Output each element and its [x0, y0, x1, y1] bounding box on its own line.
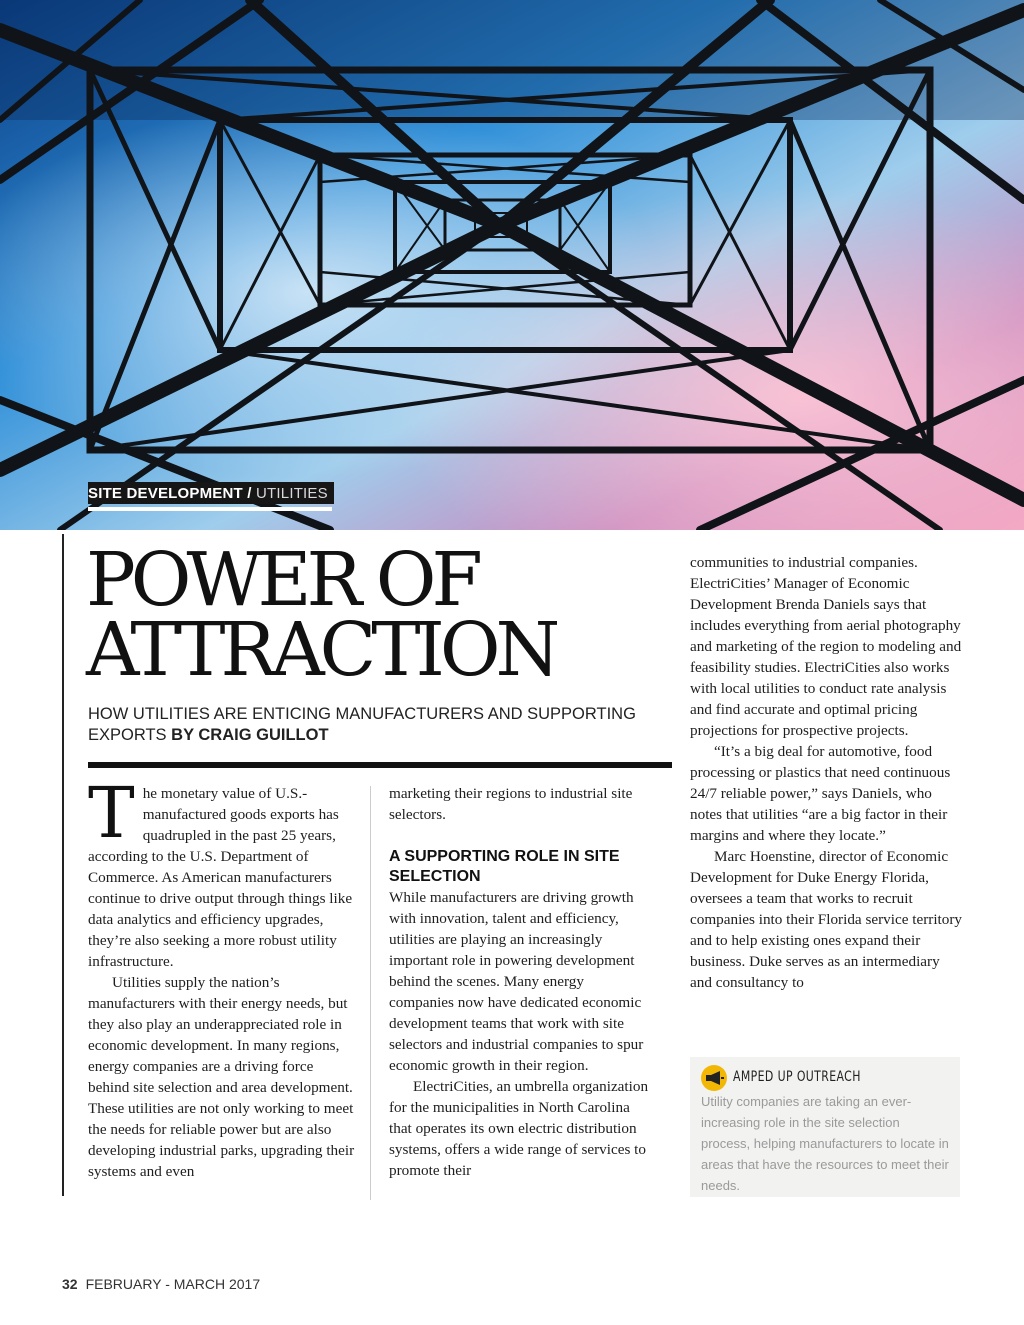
column-divider	[370, 786, 371, 1200]
hero-photo	[0, 0, 1024, 530]
kicker-section: SITE DEVELOPMENT	[88, 485, 243, 502]
left-margin-rule	[62, 534, 64, 1196]
headline-line-1: POWER OF	[86, 537, 478, 623]
kicker-separator: /	[247, 485, 252, 502]
section-kicker	[88, 482, 334, 504]
page-number: 32	[62, 1276, 78, 1292]
byline: BY CRAIG GUILLOT	[171, 726, 329, 744]
paragraph: The monetary value of U.S.-manufactured goods exports has quadrupled in the past 25 years, according to the U.S. Department of Commerce. As American manufacturers continue to drive output through things like data analytics and efficiency upgrades, they’re also seeking a more robust utility infrastructure.	[88, 772, 353, 970]
body-column-3	[690, 552, 964, 993]
section-subhead: A SUPPORTING ROLE IN SITE SELECTION	[389, 848, 620, 885]
body-column-1	[88, 772, 356, 1182]
sidebar-box	[690, 1057, 960, 1197]
paragraph: marketing their regions to industrial site selectors.	[389, 785, 633, 823]
megaphone-icon	[701, 1065, 727, 1091]
page-footer	[62, 1276, 260, 1292]
paragraph: “It’s a big deal for automotive, food processing or plastics that need continuous 24/7 reliable power,” says Daniels, who notes that utilities “are a big factor in their margins and where they locate.”	[690, 743, 951, 844]
sidebar-title: AMPED UP OUTREACH	[733, 1069, 861, 1085]
kicker-category: UTILITIES	[256, 485, 328, 502]
deck	[88, 704, 668, 746]
body-column-2	[389, 783, 651, 1181]
paragraph: While manufacturers are driving growth with innovation, talent and efficiency, utilities are playing an increasingly important role in powering development behind the scenes. Many energy companies now have dedicated economic development teams that work with site selectors and industrial companies to spur economic growth in their region.	[389, 889, 644, 1074]
paragraph: Utilities supply the nation’s manufacturers with their energy needs, but they also play an underappreciated role in economic development. In many regions, energy companies are a driving force behind site selection and area development. These utilities are not only working to meet the needs for reliable power but are also developing industrial parks, upgrading their systems and even	[88, 974, 355, 1180]
paragraph: ElectriCities, an umbrella organization for the municipalities in North Carolina that operates its own electric distribution systems, offers a wide range of services to promote their	[389, 1078, 649, 1179]
issue-date: FEBRUARY - MARCH 2017	[85, 1276, 261, 1292]
deck-rule	[88, 762, 672, 768]
drop-cap: T	[88, 772, 135, 854]
sidebar-body: Utility companies are taking an ever-increasing role in the site selection process, helping manufacturers to locate in areas that have the resources to meet their needs.	[701, 1094, 949, 1193]
headline-line-2: ATTRACTION	[86, 607, 556, 693]
kicker-underline	[88, 507, 332, 511]
paragraph: Marc Hoenstine, director of Economic Development for Duke Energy Florida, oversees a team that works to recruit companies into their Florida service territory and to help existing ones expand their business. Duke serves as an intermediary and consultancy to	[690, 848, 963, 991]
paragraph: communities to industrial companies. ElectriCities’ Manager of Economic Development Brenda Daniels says that includes everything from aerial photography and marketing of the region to modeling and feasibility studies. ElectriCities also works with local utilities to conduct rate analysis and find accurate and optimal pricing projections for prospective projects.	[690, 554, 962, 739]
headline	[86, 537, 556, 693]
deck-text: HOW UTILITIES ARE ENTICING MANUFACTURERS AND SUPPORTING EXPORTS	[88, 705, 636, 744]
transmission-tower-image	[0, 0, 1024, 530]
